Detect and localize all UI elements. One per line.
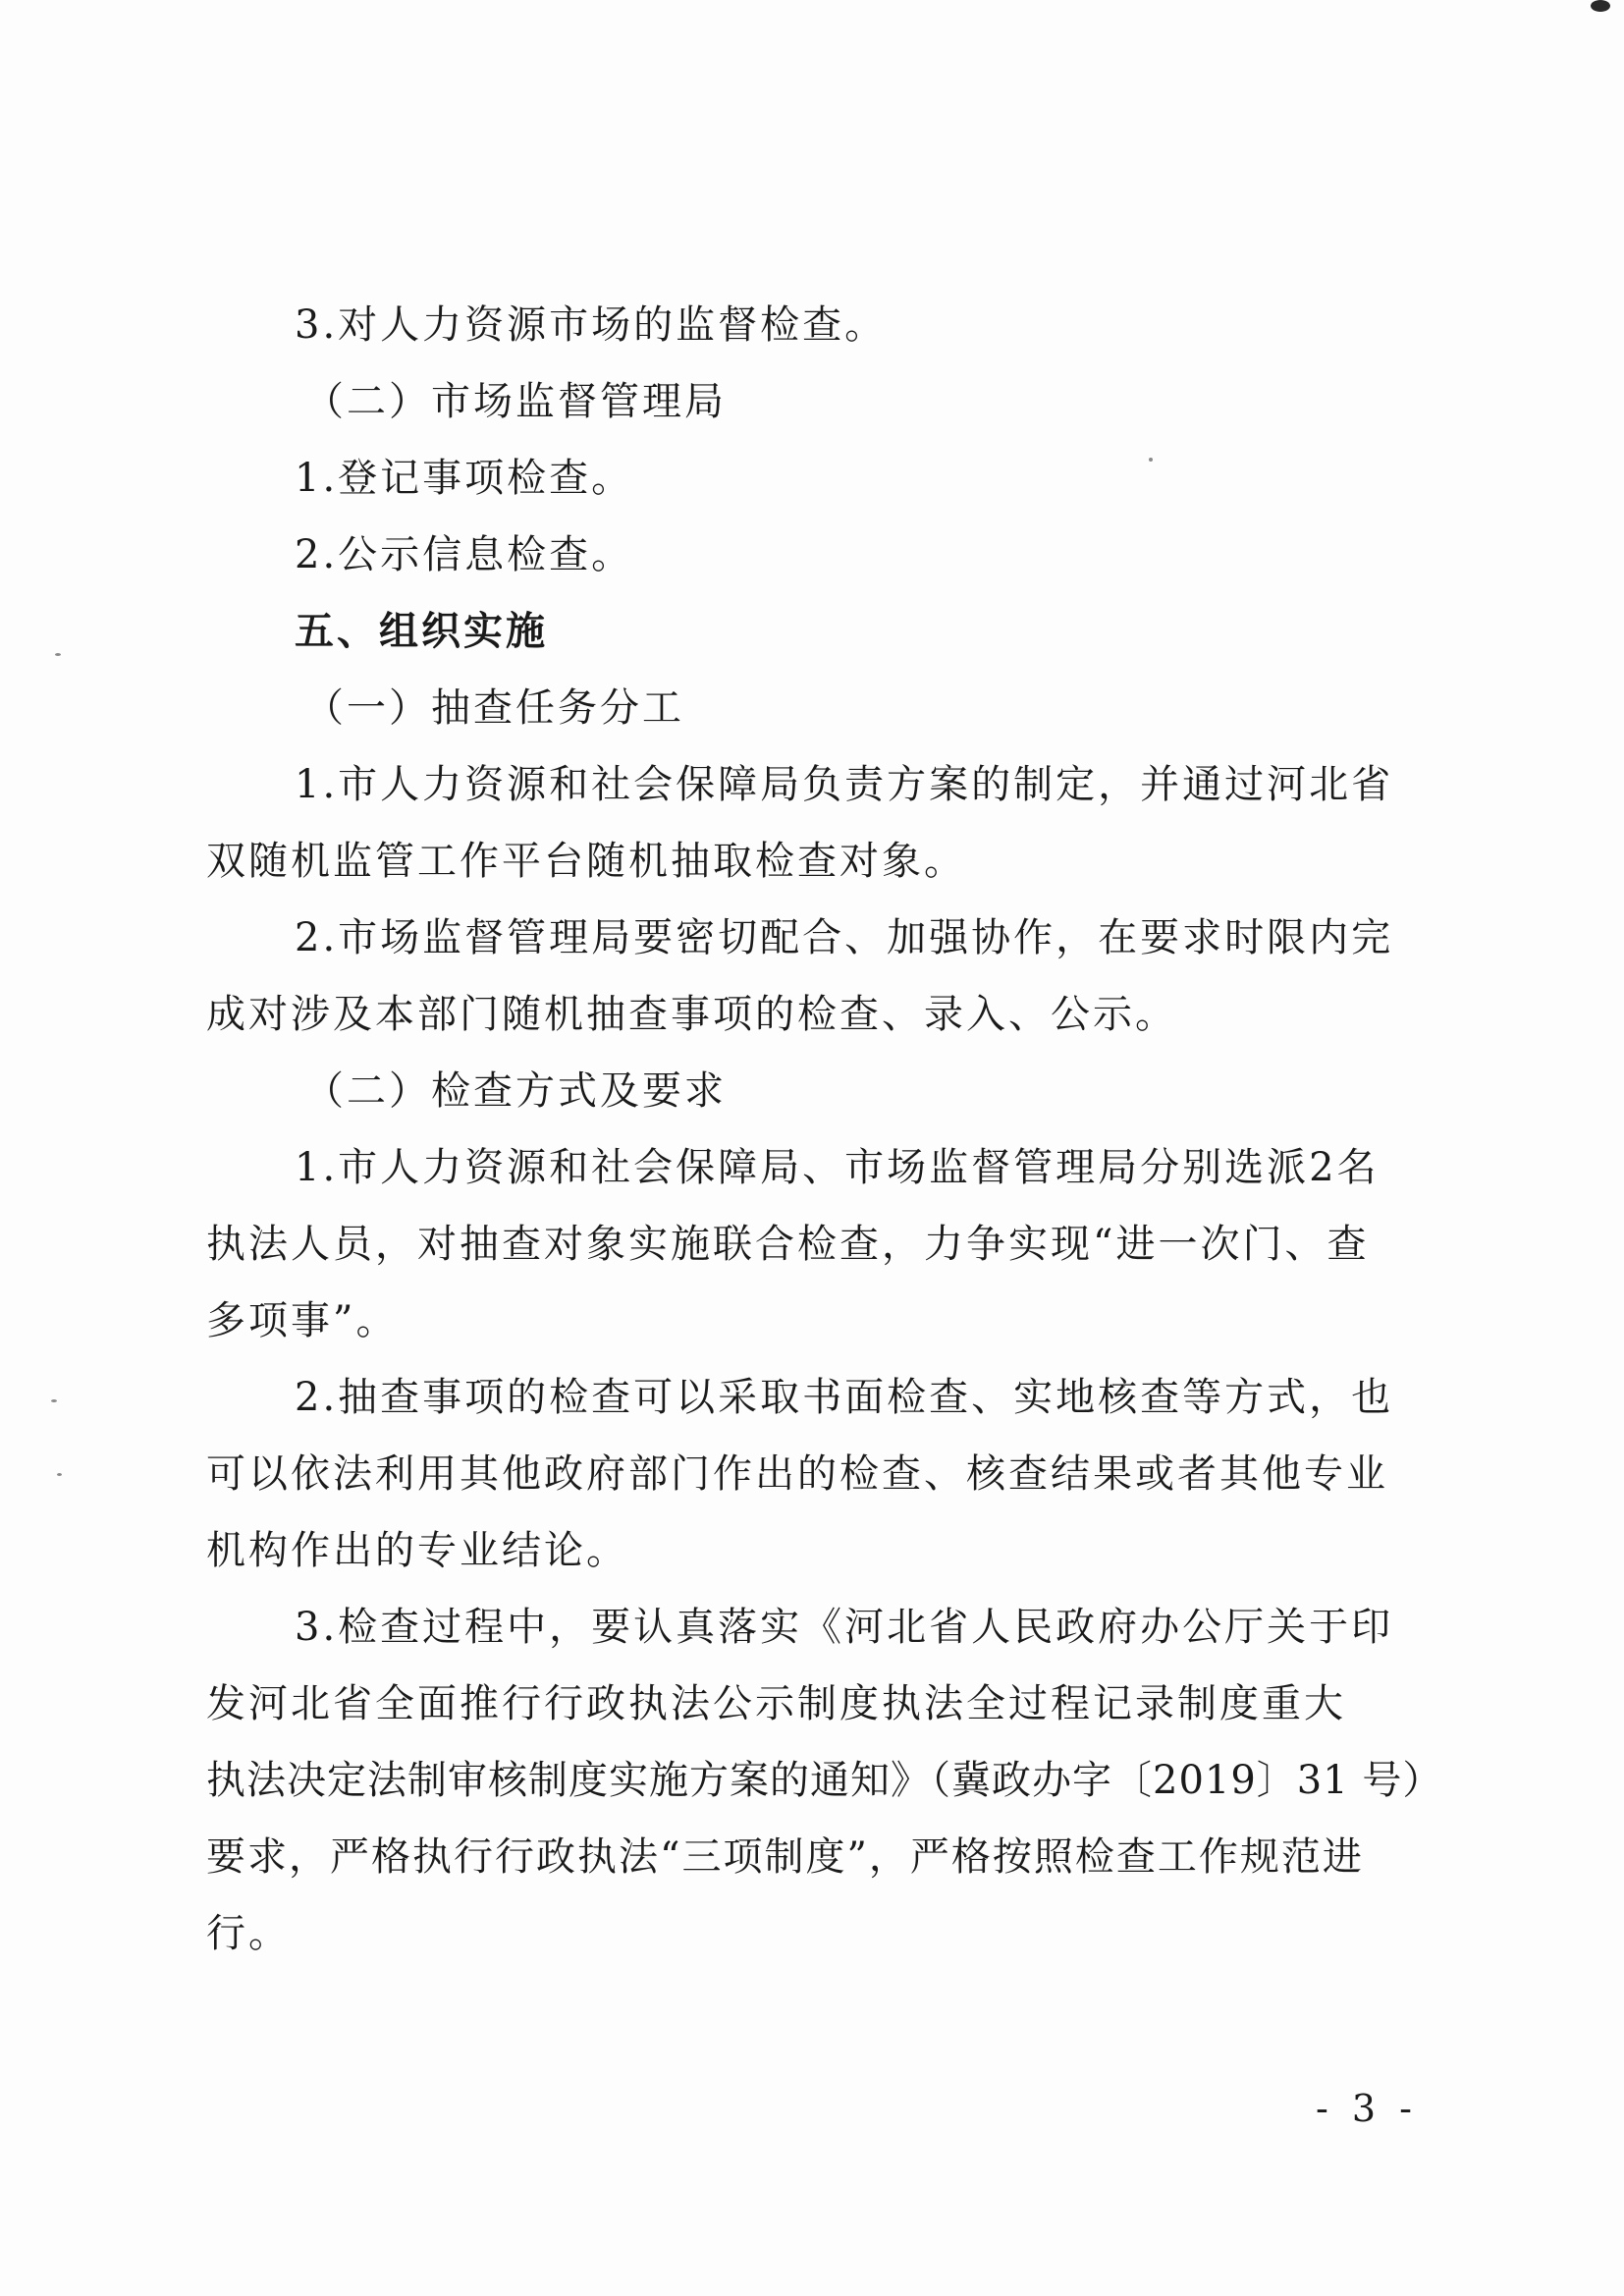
scan-speck xyxy=(55,653,61,656)
paragraph-line: 2.市场监督管理局要密切配合、加强协作，在要求时限内完 xyxy=(295,915,1394,960)
subheading: （二）市场监督管理局 xyxy=(304,379,727,424)
paragraph-line: 3.检查过程中，要认真落实《河北省人民政府办公厅关于印 xyxy=(295,1605,1394,1650)
paragraph-line: 1.市人力资源和社会保障局、市场监督管理局分别选派2名 xyxy=(295,1145,1380,1190)
paragraph-line: 1.市人力资源和社会保障局负责方案的制定，并通过河北省 xyxy=(295,762,1394,807)
paragraph-line: 1.登记事项检查。 xyxy=(295,456,634,501)
subheading: （二）检查方式及要求 xyxy=(304,1068,727,1114)
paragraph-line: 2.抽查事项的检查可以采取书面检查、实地核查等方式，也 xyxy=(295,1375,1394,1420)
paragraph-line: 机构作出的专业结论。 xyxy=(206,1528,628,1573)
subheading: （一）抽查任务分工 xyxy=(304,685,684,731)
paragraph-line: 执法决定法制审核制度实施方案的通知》（冀政办字〔2019〕31 号） xyxy=(206,1758,1443,1803)
section-heading: 五、组织实施 xyxy=(295,608,548,654)
scan-speck xyxy=(1149,458,1153,462)
paragraph-line: 行。 xyxy=(206,1911,291,1956)
paragraph-line: 3.对人力资源市场的监督检查。 xyxy=(295,302,888,348)
paragraph-line: 成对涉及本部门随机抽查事项的检查、录入、公示。 xyxy=(206,992,1177,1037)
paragraph-line: 2.公示信息检查。 xyxy=(295,532,634,577)
paragraph-line: 执法人员，对抽查对象实施联合检查，力争实现“进一次门、查 xyxy=(206,1222,1370,1267)
paragraph-line: 发河北省全面推行行政执法公示制度执法全过程记录制度重大 xyxy=(206,1681,1346,1726)
paragraph-line: 要求，严格执行行政执法“三项制度”，严格按照检查工作规范进 xyxy=(206,1834,1364,1880)
paragraph-line: 多项事”。 xyxy=(206,1298,399,1343)
paragraph-line: 可以依法利用其他政府部门作出的检查、核查结果或者其他专业 xyxy=(206,1451,1388,1497)
page-number: - 3 - xyxy=(1316,2087,1419,2130)
scan-speck xyxy=(57,1473,62,1476)
scan-edge-mark xyxy=(1591,0,1610,12)
scan-speck xyxy=(51,1399,57,1402)
paragraph-line: 双随机监管工作平台随机抽取检查对象。 xyxy=(206,839,966,884)
